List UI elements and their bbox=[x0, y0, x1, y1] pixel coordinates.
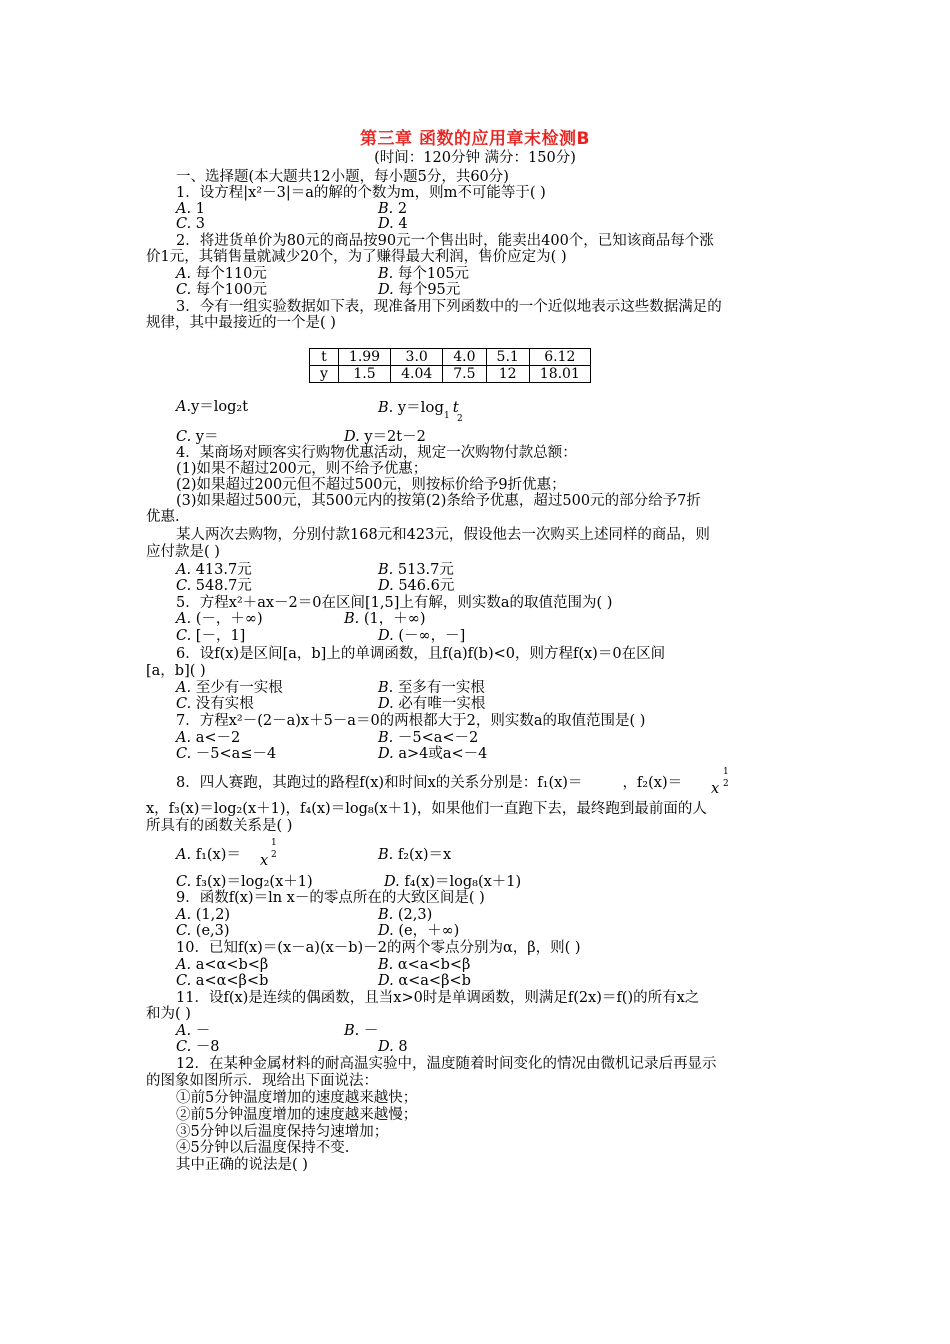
q8a-exponent-num: 1 bbox=[271, 838, 277, 848]
page-title: 第三章 函数的应用章末检测B bbox=[360, 129, 590, 149]
q4-option-a[interactable]: A. 413.7元 bbox=[176, 562, 252, 578]
q4-option-d[interactable]: D. 546.6元 bbox=[378, 578, 455, 594]
q3-option-c[interactable]: C. y＝ bbox=[176, 429, 219, 445]
question-10-stem: 10．已知f(x)＝(x－a)(x－b)－2的两个零点分别为α，β，则( ) bbox=[176, 940, 581, 956]
q6-option-d[interactable]: D. 必有唯一实根 bbox=[378, 696, 486, 712]
q8-option-a[interactable]: A. f₁(x)＝ bbox=[176, 847, 241, 863]
q1-option-d[interactable]: D. 4 bbox=[378, 216, 408, 232]
q12-statement-1: ①前5分钟温度增加的速度越来越快； bbox=[176, 1090, 418, 1106]
q5-option-c[interactable]: C. [－，1] bbox=[176, 628, 246, 644]
question-3-stem-1: 3．今有一组实验数据如下表，现准备用下列函数中的一个近似地表示这些数据满足的 bbox=[176, 299, 722, 315]
q4-option-c[interactable]: C. 548.7元 bbox=[176, 578, 252, 594]
table-row bbox=[310, 349, 591, 366]
q10-option-a[interactable]: A. a<α<b<β bbox=[176, 957, 269, 973]
table-cell: 1.99 bbox=[338, 349, 390, 366]
q2-option-b[interactable]: B. 每个105元 bbox=[378, 266, 470, 282]
q1-option-a[interactable]: A. 1 bbox=[176, 201, 205, 217]
q12-question: 其中正确的说法是( ) bbox=[176, 1157, 308, 1173]
table-cell: 1.5 bbox=[338, 366, 390, 383]
q4-rule-2: (2)如果超过200元但不超过500元，则按标价给予9折优惠； bbox=[176, 477, 566, 493]
q11-option-b[interactable]: B. － bbox=[344, 1023, 379, 1039]
q9-option-b[interactable]: B. (2,3) bbox=[378, 907, 433, 923]
question-5-stem: 5．方程x²＋ax－2＝0在区间[1,5]上有解，则实数a的取值范围为( ) bbox=[176, 595, 613, 611]
q12-statement-3: ③5分钟以后温度保持匀速增加； bbox=[176, 1124, 389, 1140]
q2-option-c[interactable]: C. 每个100元 bbox=[176, 282, 267, 298]
q9-option-a[interactable]: A. (1,2) bbox=[176, 907, 231, 923]
q7-option-d[interactable]: D. a>4或a<－4 bbox=[378, 746, 488, 762]
table-cell: 5.1 bbox=[486, 349, 529, 366]
q10-option-c[interactable]: C. a<α<β<b bbox=[176, 973, 269, 989]
table-cell: 4.0 bbox=[443, 349, 486, 366]
q12-statement-4: ④5分钟以后温度保持不变. bbox=[176, 1140, 350, 1156]
q8-variable-x: x bbox=[711, 781, 720, 797]
q10-option-b[interactable]: B. α<a<b<β bbox=[378, 957, 471, 973]
question-11-stem-2: 和为( ) bbox=[146, 1006, 191, 1022]
question-9-stem: 9．函数f(x)＝ln x－的零点所在的大致区间是( ) bbox=[176, 890, 485, 906]
q11-option-a[interactable]: A. － bbox=[176, 1023, 211, 1039]
q12-statement-2: ②前5分钟温度增加的速度越来越慢； bbox=[176, 1107, 418, 1123]
table-cell: 7.5 bbox=[443, 366, 486, 383]
q10-option-d[interactable]: D. α<a<β<b bbox=[378, 973, 471, 989]
q6-option-b[interactable]: B. 至多有一实根 bbox=[378, 680, 485, 696]
question-2-stem-2: 价1元，其销售量就减少20个，为了赚得最大利润，售价应定为( ) bbox=[146, 249, 567, 265]
q9-option-c[interactable]: C. (e,3) bbox=[176, 923, 230, 939]
q5-option-a[interactable]: A. (－，＋∞) bbox=[176, 611, 263, 627]
section-heading: 一、选择题(本大题共12小题，每小题5分，共60分) bbox=[176, 169, 509, 185]
q5-option-b[interactable]: B. (1，＋∞) bbox=[344, 611, 426, 627]
q3-option-b[interactable]: B. $y=\log_1$ t bbox=[378, 398, 459, 421]
q8a-variable-x: x bbox=[260, 853, 269, 869]
q8-exponent-den: 2 bbox=[723, 779, 729, 789]
question-8-stem-3: 所具有的函数关系是( ) bbox=[146, 818, 293, 834]
q4-rule-3-cont: 优惠. bbox=[146, 509, 180, 525]
q5-option-d[interactable]: D. (－∞，－] bbox=[378, 628, 466, 644]
q11-option-d[interactable]: D. 8 bbox=[378, 1039, 408, 1055]
q7-option-a[interactable]: A. a<－2 bbox=[176, 730, 241, 746]
table-cell: 6.12 bbox=[529, 349, 590, 366]
q8a-exponent-den: 2 bbox=[271, 850, 277, 860]
table-cell: 4.04 bbox=[391, 366, 443, 383]
table-row bbox=[310, 366, 591, 383]
q2-option-d[interactable]: D. 每个95元 bbox=[378, 282, 461, 298]
q11-option-c[interactable]: C. －8 bbox=[176, 1039, 220, 1055]
q7-option-b[interactable]: B. －5<a<－2 bbox=[378, 730, 479, 746]
q4-rule-1: (1)如果不超过200元，则不给予优惠； bbox=[176, 461, 428, 477]
q8-option-c[interactable]: C. f₃(x)＝log₂(x＋1) bbox=[176, 874, 313, 890]
log-base-denominator: 2 bbox=[457, 414, 463, 424]
question-8-stem-2: x，f₃(x)＝log₂(x＋1)，f₄(x)＝log₈(x＋1)，如果他们一直跑下去，最终跑到最前面的人 bbox=[146, 801, 707, 817]
table-cell: y bbox=[310, 366, 339, 383]
table-cell: 18.01 bbox=[529, 366, 590, 383]
q1-option-b[interactable]: B. 2 bbox=[378, 201, 408, 217]
question-1-stem: 1．设方程|x²－3|＝a的解的个数为m，则m不可能等于( ) bbox=[176, 185, 546, 201]
q7-option-c[interactable]: C. －5<a≤－4 bbox=[176, 746, 277, 762]
question-6-stem-1: 6．设f(x)是区间[a，b]上的单调函数，且f(a)f(b)<0，则方程f(x)＝0在区间 bbox=[176, 646, 666, 662]
q6-option-c[interactable]: C. 没有实根 bbox=[176, 696, 254, 712]
table-cell: t bbox=[310, 349, 339, 366]
q4-para-2: 应付款是( ) bbox=[146, 544, 220, 560]
q1-option-c[interactable]: C. 3 bbox=[176, 216, 206, 232]
question-8-stem-1: 8．四人赛跑，其跑过的路程f(x)和时间x的关系分别是：f₁(x)＝ ，f₂(x)＝ bbox=[176, 775, 683, 791]
q4-option-b[interactable]: B. 513.7元 bbox=[378, 562, 454, 578]
q3-option-d[interactable]: D. y＝2t－2 bbox=[344, 429, 426, 445]
question-11-stem-1: 11．设f(x)是连续的偶函数，且当x>0时是单调函数，则满足f(2x)＝f()的所有x之 bbox=[176, 990, 700, 1006]
q6-option-a[interactable]: A. 至少有一实根 bbox=[176, 680, 283, 696]
question-3-stem-2: 规律，其中最接近的一个是( ) bbox=[146, 315, 336, 331]
q2-option-a[interactable]: A. 每个110元 bbox=[176, 266, 267, 282]
q4-rule-3: (3)如果超过500元，其500元内的按第(2)条给予优惠，超过500元的部分给予7折 bbox=[176, 493, 701, 509]
q8-option-d[interactable]: D. f₄(x)＝log₈(x＋1) bbox=[384, 874, 522, 890]
question-6-stem-2: [a，b]( ) bbox=[146, 663, 206, 679]
data-table bbox=[309, 348, 591, 383]
question-12-stem-1: 12．在某种金属材料的耐高温实验中，温度随着时间变化的情况由微机记录后再显示 bbox=[176, 1056, 717, 1072]
question-12-stem-2: 的图象如图所示．现给出下面说法： bbox=[146, 1073, 378, 1089]
q8-exponent-num: 1 bbox=[723, 767, 729, 777]
question-7-stem: 7．方程x²－(2－a)x＋5－a＝0的两根都大于2，则实数a的取值范围是( ) bbox=[176, 713, 646, 729]
page-subtitle: (时间：120分钟 满分：150分) bbox=[374, 150, 576, 166]
table-cell: 12 bbox=[486, 366, 529, 383]
question-2-stem-1: 2．将进货单价为80元的商品按90元一个售出时，能卖出400个，已知该商品每个涨 bbox=[176, 233, 714, 249]
q9-option-d[interactable]: D. (e，＋∞) bbox=[378, 923, 460, 939]
table-cell: 3.0 bbox=[391, 349, 443, 366]
question-4-stem: 4．某商场对顾客实行购物优惠活动，规定一次购物付款总额： bbox=[176, 445, 577, 461]
q3-option-a[interactable]: A.y＝log₂t bbox=[176, 399, 249, 415]
q4-para-1: 某人两次去购物，分别付款168元和423元，假设他去一次购买上述同样的商品，则 bbox=[176, 527, 710, 543]
q8-option-b[interactable]: B. f₂(x)＝x bbox=[378, 847, 452, 863]
